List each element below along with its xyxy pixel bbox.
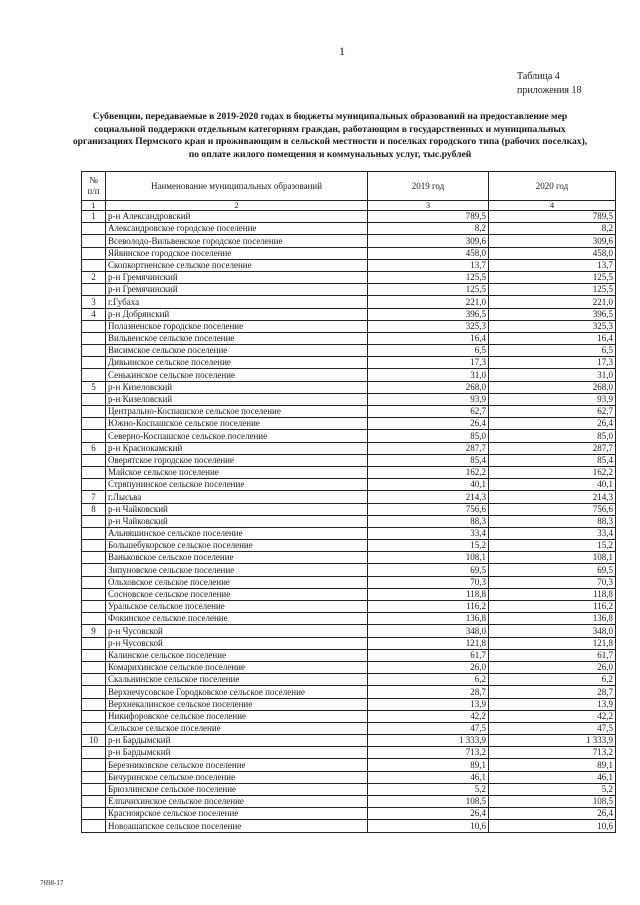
header-number-symbol: № <box>89 175 98 185</box>
row-number <box>82 345 106 357</box>
row-number <box>82 552 106 564</box>
row-municipality-name: Березниковское сельское поселение <box>106 759 368 771</box>
row-number <box>82 369 106 381</box>
row-value-2020: 26,4 <box>489 418 616 430</box>
row-value-2019: 713,2 <box>368 747 489 759</box>
row-number <box>82 479 106 491</box>
row-value-2019: 33,4 <box>368 527 489 539</box>
table-header-row <box>82 172 616 201</box>
table-row <box>82 308 616 320</box>
row-value-2020: 13,7 <box>489 259 616 271</box>
row-municipality-name: г.Лысьва <box>106 491 368 503</box>
table-row <box>82 808 616 820</box>
row-number <box>82 466 106 478</box>
row-municipality-name: р-н Краснокамский <box>106 442 368 454</box>
row-value-2019: 108,5 <box>368 796 489 808</box>
row-number: 10 <box>82 735 106 747</box>
table-row <box>82 211 616 223</box>
table-row <box>82 649 616 661</box>
table-row <box>82 796 616 808</box>
row-value-2019: 108,1 <box>368 552 489 564</box>
row-number <box>82 259 106 271</box>
row-value-2019: 5,2 <box>368 783 489 795</box>
row-value-2019: 88,3 <box>368 515 489 527</box>
row-value-2019: 61,7 <box>368 649 489 661</box>
row-number <box>82 747 106 759</box>
table-row <box>82 540 616 552</box>
row-number <box>82 540 106 552</box>
row-value-2019: 13,7 <box>368 259 489 271</box>
row-number <box>82 698 106 710</box>
row-value-2019: 325,3 <box>368 320 489 332</box>
table-row <box>82 783 616 795</box>
row-value-2019: 70,3 <box>368 576 489 588</box>
row-value-2020: 89,1 <box>489 759 616 771</box>
row-value-2019: 756,6 <box>368 503 489 515</box>
row-municipality-name: р-н Кизеловский <box>106 393 368 405</box>
row-number <box>82 722 106 734</box>
row-number <box>82 406 106 418</box>
row-value-2019: 6,2 <box>368 674 489 686</box>
row-value-2020: 287,7 <box>489 442 616 454</box>
row-value-2020: 28,7 <box>489 686 616 698</box>
header-2019: 2019 год <box>368 172 489 201</box>
row-number <box>82 332 106 344</box>
row-number <box>82 393 106 405</box>
row-municipality-name: р-н Чайковский <box>106 515 368 527</box>
row-number: 8 <box>82 503 106 515</box>
header-name: Наименование муниципальных образований <box>106 172 368 201</box>
row-municipality-name: Новоашапское сельское поселение <box>106 820 368 832</box>
row-value-2020: 8,2 <box>489 223 616 235</box>
table-row <box>82 466 616 478</box>
row-value-2020: 15,2 <box>489 540 616 552</box>
row-municipality-name: Скопкортненское сельское поселение <box>106 259 368 271</box>
row-municipality-name: р-н Чусовской <box>106 637 368 649</box>
table-row <box>82 576 616 588</box>
row-number <box>82 613 106 625</box>
row-municipality-name: Северно-Коспашское сельское поселение <box>106 430 368 442</box>
table-row <box>82 637 616 649</box>
row-municipality-name: Красноярское сельское поселение <box>106 808 368 820</box>
row-value-2020: 136,8 <box>489 613 616 625</box>
table-row <box>82 320 616 332</box>
title-line: Субвенции, передаваемые в 2019-2020 годах в бюджеты муниципальных образований на предоставление мер <box>92 111 568 122</box>
row-value-2019: 62,7 <box>368 406 489 418</box>
row-value-2019: 28,7 <box>368 686 489 698</box>
row-number <box>82 418 106 430</box>
footer-document-code: 7698-17 <box>40 879 64 887</box>
index-cell: 1 <box>82 201 106 211</box>
row-value-2019: 136,8 <box>368 613 489 625</box>
row-municipality-name: р-н Гремячинский <box>106 284 368 296</box>
row-value-2020: 85,0 <box>489 430 616 442</box>
table-row <box>82 710 616 722</box>
row-municipality-name: Всеволодо-Вильвенское городское поселение <box>106 235 368 247</box>
table-row <box>82 223 616 235</box>
row-value-2019: 93,9 <box>368 393 489 405</box>
row-value-2019: 221,0 <box>368 296 489 308</box>
row-value-2020: 31,0 <box>489 369 616 381</box>
row-municipality-name: Зипуновское сельское поселение <box>106 564 368 576</box>
row-value-2020: 47,5 <box>489 722 616 734</box>
row-number <box>82 637 106 649</box>
table-row <box>82 674 616 686</box>
row-number: 3 <box>82 296 106 308</box>
row-municipality-name: Брюзлинское сельское поселение <box>106 783 368 795</box>
row-value-2019: 121,8 <box>368 637 489 649</box>
row-value-2019: 15,2 <box>368 540 489 552</box>
row-municipality-name: Дивьинское сельское поселение <box>106 357 368 369</box>
table-row <box>82 271 616 283</box>
row-value-2020: 458,0 <box>489 247 616 259</box>
row-municipality-name: Александровское городское поселение <box>106 223 368 235</box>
row-value-2019: 396,5 <box>368 308 489 320</box>
row-number <box>82 430 106 442</box>
row-municipality-name: Фокинское сельское поселение <box>106 613 368 625</box>
appendix-label <box>517 70 581 98</box>
row-value-2020: 108,5 <box>489 796 616 808</box>
row-value-2019: 6,5 <box>368 345 489 357</box>
title-line: организациях Пермского края и проживающим в сельской местности и поселках городского типа (рабочих поселках), <box>72 136 588 147</box>
row-value-2019: 10,6 <box>368 820 489 832</box>
row-value-2020: 85,4 <box>489 454 616 466</box>
table-row <box>82 527 616 539</box>
row-value-2020: 162,2 <box>489 466 616 478</box>
table-row <box>82 430 616 442</box>
row-value-2020: 396,5 <box>489 308 616 320</box>
row-number <box>82 588 106 600</box>
row-number: 7 <box>82 491 106 503</box>
row-municipality-name: Яйвинское городское поселение <box>106 247 368 259</box>
row-value-2019: 789,5 <box>368 211 489 223</box>
table-row <box>82 564 616 576</box>
row-municipality-name: р-н Кизеловский <box>106 381 368 393</box>
table-row <box>82 259 616 271</box>
row-value-2019: 85,0 <box>368 430 489 442</box>
row-number <box>82 223 106 235</box>
row-municipality-name: р-н Гремячинский <box>106 271 368 283</box>
row-value-2020: 13,9 <box>489 698 616 710</box>
row-value-2020: 62,7 <box>489 406 616 418</box>
row-municipality-name: Верхнекалинское сельское поселение <box>106 698 368 710</box>
row-number <box>82 454 106 466</box>
table-row <box>82 418 616 430</box>
row-value-2020: 33,4 <box>489 527 616 539</box>
row-value-2020: 125,5 <box>489 284 616 296</box>
row-value-2020: 121,8 <box>489 637 616 649</box>
row-municipality-name: Майское сельское поселение <box>106 466 368 478</box>
row-value-2019: 42,2 <box>368 710 489 722</box>
table-row <box>82 454 616 466</box>
row-value-2020: 10,6 <box>489 820 616 832</box>
row-number <box>82 710 106 722</box>
row-municipality-name: Елпачихинское сельское поселение <box>106 796 368 808</box>
row-value-2020: 348,0 <box>489 625 616 637</box>
row-value-2020: 309,6 <box>489 235 616 247</box>
index-cell: 2 <box>106 201 368 211</box>
table-row <box>82 625 616 637</box>
index-cell: 4 <box>489 201 616 211</box>
row-municipality-name: Полазненское городское поселение <box>106 320 368 332</box>
row-number <box>82 576 106 588</box>
index-cell: 3 <box>368 201 489 211</box>
row-municipality-name: Сосновское сельское поселение <box>106 588 368 600</box>
row-value-2020: 789,5 <box>489 211 616 223</box>
row-number <box>82 515 106 527</box>
row-value-2019: 116,2 <box>368 601 489 613</box>
row-value-2020: 214,3 <box>489 491 616 503</box>
subsidy-table <box>81 171 616 833</box>
row-municipality-name: р-н Добрянский <box>106 308 368 320</box>
row-value-2020: 125,5 <box>489 271 616 283</box>
row-municipality-name: Сенькинское сельское поселение <box>106 369 368 381</box>
table-row <box>82 369 616 381</box>
table-row <box>82 332 616 344</box>
row-value-2019: 47,5 <box>368 722 489 734</box>
row-municipality-name: р-н Чайковский <box>106 503 368 515</box>
table-row <box>82 601 616 613</box>
row-number <box>82 820 106 832</box>
row-value-2020: 70,3 <box>489 576 616 588</box>
table-index-row <box>82 201 616 211</box>
row-municipality-name: Сельское сельское поселение <box>106 722 368 734</box>
row-value-2020: 118,8 <box>489 588 616 600</box>
row-municipality-name: Южно-Коспашское сельское поселение <box>106 418 368 430</box>
row-value-2020: 713,2 <box>489 747 616 759</box>
row-value-2019: 118,8 <box>368 588 489 600</box>
row-municipality-name: Уральское сельское поселение <box>106 601 368 613</box>
row-value-2020: 88,3 <box>489 515 616 527</box>
row-municipality-name: Калинское сельское поселение <box>106 649 368 661</box>
header-number <box>82 172 106 201</box>
row-value-2019: 8,2 <box>368 223 489 235</box>
row-municipality-name: Комарихинское сельское поселение <box>106 661 368 673</box>
row-number <box>82 783 106 795</box>
table-row <box>82 661 616 673</box>
row-number: 6 <box>82 442 106 454</box>
row-value-2020: 268,0 <box>489 381 616 393</box>
table-row <box>82 381 616 393</box>
table-row <box>82 345 616 357</box>
row-value-2019: 13,9 <box>368 698 489 710</box>
row-value-2020: 1 333,9 <box>489 735 616 747</box>
row-number <box>82 808 106 820</box>
table-row <box>82 296 616 308</box>
row-value-2019: 17,3 <box>368 357 489 369</box>
appendix-attachment-label: приложения 18 <box>517 85 582 96</box>
row-municipality-name: Бичуринское сельское поселение <box>106 771 368 783</box>
row-value-2020: 6,2 <box>489 674 616 686</box>
table-row <box>82 284 616 296</box>
row-number <box>82 649 106 661</box>
row-value-2019: 214,3 <box>368 491 489 503</box>
row-number <box>82 661 106 673</box>
row-number <box>82 247 106 259</box>
row-value-2020: 325,3 <box>489 320 616 332</box>
row-municipality-name: р-н Бардымский <box>106 747 368 759</box>
title-line: социальной поддержки отдельным категориям граждан, работающим в государственных и муниципальных <box>94 123 566 135</box>
table-row <box>82 698 616 710</box>
table-row <box>82 759 616 771</box>
row-number <box>82 796 106 808</box>
row-number <box>82 674 106 686</box>
row-value-2020: 17,3 <box>489 357 616 369</box>
row-municipality-name: р-н Чусовской <box>106 625 368 637</box>
table-row <box>82 235 616 247</box>
row-value-2020: 26,4 <box>489 808 616 820</box>
row-number: 4 <box>82 308 106 320</box>
row-number: 2 <box>82 271 106 283</box>
row-number <box>82 320 106 332</box>
table-row <box>82 771 616 783</box>
row-value-2020: 42,2 <box>489 710 616 722</box>
row-value-2019: 69,5 <box>368 564 489 576</box>
row-municipality-name: р-н Александровский <box>106 211 368 223</box>
row-number <box>82 759 106 771</box>
row-value-2019: 89,1 <box>368 759 489 771</box>
table-row <box>82 552 616 564</box>
row-value-2020: 40,1 <box>489 479 616 491</box>
header-2020: 2020 год <box>489 172 616 201</box>
row-municipality-name: Оверятское городское поселение <box>106 454 368 466</box>
row-municipality-name: Альняшинское сельское поселение <box>106 527 368 539</box>
row-municipality-name: Большебукорское сельское поселение <box>106 540 368 552</box>
row-municipality-name: Висимское сельское поселение <box>106 345 368 357</box>
row-value-2020: 756,6 <box>489 503 616 515</box>
row-municipality-name: Центрально-Коспашское сельское поселение <box>106 406 368 418</box>
row-number <box>82 235 106 247</box>
row-number <box>82 601 106 613</box>
row-value-2019: 26,0 <box>368 661 489 673</box>
row-value-2020: 26,0 <box>489 661 616 673</box>
row-value-2019: 26,4 <box>368 808 489 820</box>
row-value-2019: 16,4 <box>368 332 489 344</box>
table-row <box>82 820 616 832</box>
row-value-2019: 40,1 <box>368 479 489 491</box>
row-value-2020: 46,1 <box>489 771 616 783</box>
row-municipality-name: Скальнинское сельское поселение <box>106 674 368 686</box>
table-row <box>82 247 616 259</box>
row-municipality-name: Вильвенское сельское поселение <box>106 332 368 344</box>
row-number: 9 <box>82 625 106 637</box>
row-value-2020: 6,5 <box>489 345 616 357</box>
row-value-2019: 287,7 <box>368 442 489 454</box>
row-number <box>82 527 106 539</box>
row-municipality-name: Стряпунинское сельское поселение <box>106 479 368 491</box>
table-row <box>82 503 616 515</box>
table-row <box>82 515 616 527</box>
table-row <box>82 357 616 369</box>
row-value-2019: 125,5 <box>368 284 489 296</box>
row-municipality-name: Ваньковское сельское поселение <box>106 552 368 564</box>
row-value-2020: 108,1 <box>489 552 616 564</box>
row-value-2019: 162,2 <box>368 466 489 478</box>
row-number: 5 <box>82 381 106 393</box>
row-number <box>82 771 106 783</box>
row-number <box>82 357 106 369</box>
row-value-2019: 46,1 <box>368 771 489 783</box>
row-value-2019: 1 333,9 <box>368 735 489 747</box>
row-value-2020: 61,7 <box>489 649 616 661</box>
row-value-2020: 69,5 <box>489 564 616 576</box>
row-value-2020: 16,4 <box>489 332 616 344</box>
row-value-2020: 116,2 <box>489 601 616 613</box>
row-municipality-name: Ольховское сельское поселение <box>106 576 368 588</box>
title-line: по оплате жилого помещения и коммунальных услуг, тыс.рублей <box>188 148 472 160</box>
row-value-2019: 309,6 <box>368 235 489 247</box>
table-row <box>82 442 616 454</box>
table-row <box>82 613 616 625</box>
subsidy-table-body <box>82 172 616 833</box>
page-number: 1 <box>339 44 345 58</box>
table-row <box>82 735 616 747</box>
table-row <box>82 406 616 418</box>
row-municipality-name: Верхнечусовское Городковское сельское поселение <box>106 686 368 698</box>
row-value-2019: 125,5 <box>368 271 489 283</box>
row-municipality-name: Никифоровское сельское поселение <box>106 710 368 722</box>
table-row <box>82 747 616 759</box>
row-number <box>82 564 106 576</box>
row-value-2019: 31,0 <box>368 369 489 381</box>
appendix-table-label: Таблица 4 <box>517 71 560 82</box>
row-municipality-name: г.Губаха <box>106 296 368 308</box>
row-number: 1 <box>82 211 106 223</box>
row-number <box>82 686 106 698</box>
row-value-2019: 26,4 <box>368 418 489 430</box>
table-row <box>82 686 616 698</box>
row-value-2019: 348,0 <box>368 625 489 637</box>
row-municipality-name: р-н Бардымский <box>106 735 368 747</box>
row-number <box>82 284 106 296</box>
row-value-2019: 85,4 <box>368 454 489 466</box>
table-row <box>82 479 616 491</box>
table-row <box>82 491 616 503</box>
row-value-2019: 458,0 <box>368 247 489 259</box>
row-value-2020: 5,2 <box>489 783 616 795</box>
document-title <box>70 111 590 161</box>
row-value-2020: 221,0 <box>489 296 616 308</box>
row-value-2019: 268,0 <box>368 381 489 393</box>
table-row <box>82 393 616 405</box>
table-row <box>82 588 616 600</box>
header-number-pp: п/п <box>87 186 100 196</box>
row-value-2020: 93,9 <box>489 393 616 405</box>
table-row <box>82 722 616 734</box>
